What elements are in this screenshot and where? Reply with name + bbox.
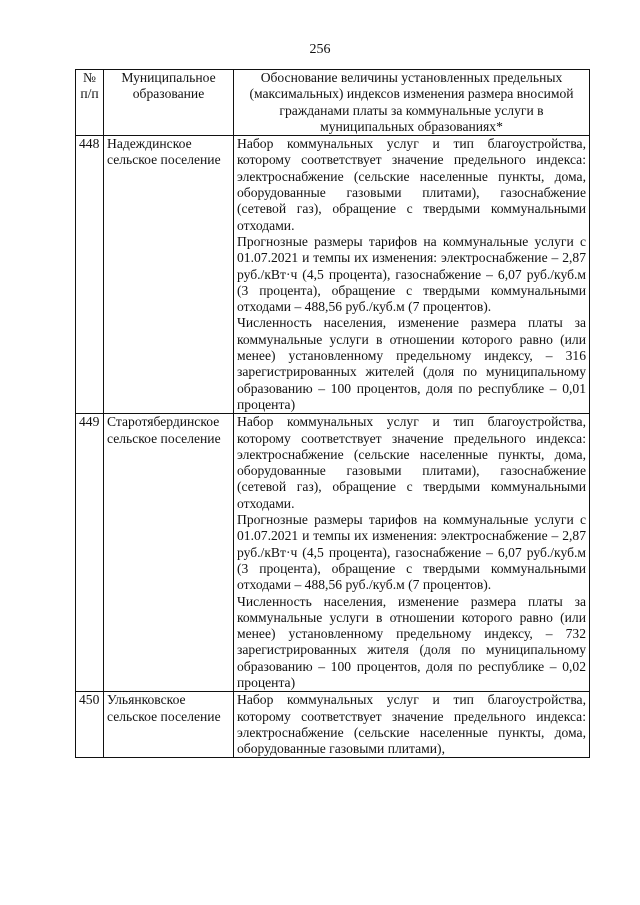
row-number: 449: [76, 414, 104, 692]
table-row: [76, 414, 590, 692]
justification-cell: [234, 414, 590, 692]
header-municipality: Муниципальное образование: [104, 70, 234, 136]
justification-cell: [234, 136, 590, 414]
page-number: 256: [309, 42, 331, 57]
row-number: 448: [76, 136, 104, 414]
municipal-index-table: [75, 69, 590, 758]
municipality-name: Ульянковское сельское поселение: [104, 692, 234, 758]
municipality-name: Надеждинское сельское поселение: [104, 136, 234, 414]
utilities-set-paragraph: Набор коммунальных услуг и тип благоустройства, которому соответствует значение предельного индекса: электроснабжение (сельские населенные пункты, дома, оборудованные газовыми плитами), газоснабжение (сетевой газ), обращение с твердыми коммунальными отходами.: [237, 136, 586, 233]
municipality-name: Старотябердинское сельское поселение: [104, 414, 234, 692]
tariff-forecast-paragraph: Прогнозные размеры тарифов на коммунальные услуги с 01.07.2021 и темпы их изменения: электроснабжение – 2,87 руб./кВт·ч (4,5 процента), газоснабжение – 6,07 руб./куб.м (3 процента), обращение с твердыми коммунальными отходами – 488,56 руб./куб.м (7 процентов).: [237, 233, 586, 315]
population-paragraph: Численность населения, изменение размера платы за коммунальные услуги в отношении которого равно (или менее) установленному предельному индексу, – 732 зарегистрированных жителя (доля по муниципальному образованию – 100 процентов, доля по республике – 0,02 процента): [237, 593, 586, 690]
utilities-set-paragraph: Набор коммунальных услуг и тип благоустройства, которому соответствует значение предельного индекса: электроснабжение (сельские населенные пункты, дома, оборудованные газовыми плитами), газоснабжение (сетевой газ), обращение с твердыми коммунальными отходами.: [237, 414, 586, 511]
population-paragraph: Численность населения, изменение размера платы за коммунальные услуги в отношении которого равно (или менее) установленному предельному индексу, – 316 зарегистрированных жителей (доля по муниципальному образованию – 100 процентов, доля по республике – 0,01 процента): [237, 315, 586, 412]
table-header-row: [76, 70, 590, 136]
row-number: 450: [76, 692, 104, 758]
table-row: [76, 692, 590, 758]
header-num: № п/п: [76, 70, 104, 136]
tariff-forecast-paragraph: Прогнозные размеры тарифов на коммунальные услуги с 01.07.2021 и темпы их изменения: электроснабжение – 2,87 руб./кВт·ч (4,5 процента), газоснабжение – 6,07 руб./куб.м (3 процента), обращение с твердыми коммунальными отходами – 488,56 руб./куб.м (7 процентов).: [237, 512, 586, 593]
justification-cell: [234, 692, 590, 758]
utilities-set-paragraph: Набор коммунальных услуг и тип благоустройства, которому соответствует значение предельного индекса: электроснабжение (сельские населенные пункты, дома, оборудованные газовыми плитами),: [237, 692, 586, 757]
table-row: [76, 136, 590, 414]
header-justification: Обоснование величины установленных предельных (максимальных) индексов изменения размера вносимой гражданами платы за коммунальные услуги в муниципальных образованиях*: [234, 70, 590, 136]
